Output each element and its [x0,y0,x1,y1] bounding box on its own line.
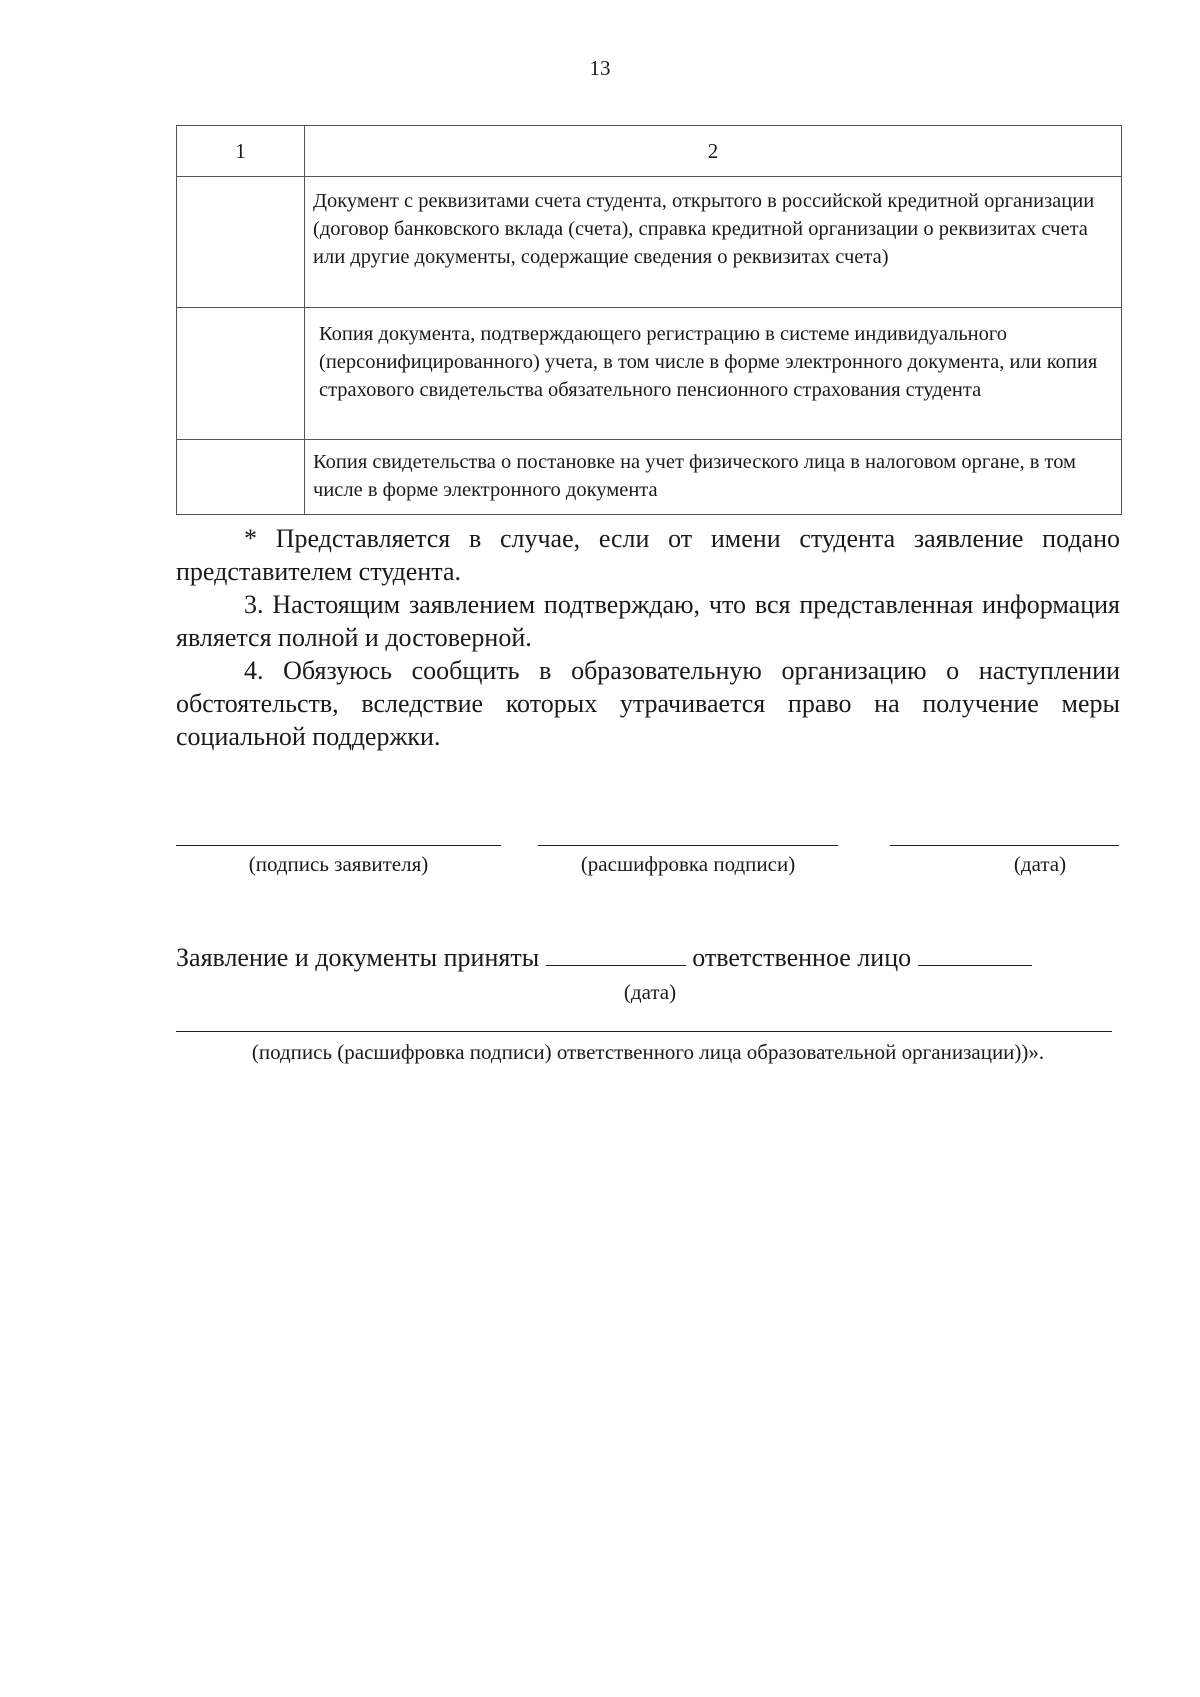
date-label: (дата) [1013,852,1067,876]
document-text: Копия свидетельства о постановке на учет физического лица в налоговом органе, в том числе в форме электронного документа [313,451,1077,501]
document-text: Копия документа, подтверждающего регистрацию в системе индивидуального (персонифицированного) учета, в том числе в форме электронного документа, или копия страхового свидетельства обязательного пенсионного страхования студента [319,323,1098,401]
date-line [890,845,1119,846]
paragraph-3: 3. Настоящим заявлением подтверждаю, что вся представленная информация является полной и достоверной. [176,590,1120,652]
signature-decoding-label: (расшифровка подписи) [580,852,796,876]
table-row [177,440,1122,515]
table-cell-number [177,177,305,308]
responsible-person-blank [918,943,1032,966]
responsible-signature-label: (подпись (расшифровка подписи) ответственного лица образовательной организации))». [251,1040,1045,1064]
table-row [177,177,1122,308]
acceptance-text: Заявление и документы приняты [176,943,540,972]
table-cell-number [177,440,305,515]
responsible-signature-line [176,1031,1112,1032]
acceptance-line [176,943,1032,973]
page-number: 13 [589,56,611,80]
responsible-person-text: ответственное лицо [692,943,912,972]
header-col-2: 2 [305,126,1122,177]
paragraph-4: 4. Обязуюсь сообщить в образовательную организацию о наступлении обстоятельств, вследствие которых утрачивается право на получение меры социальной поддержки. [176,656,1120,751]
table-cell-number [177,308,305,440]
signature-decoding-line [538,845,838,846]
body-paragraphs [176,522,1120,753]
acceptance-date-label: (дата) [623,980,677,1004]
table-header-row [177,126,1122,177]
table-cell-document [305,177,1122,308]
documents-table [176,125,1122,515]
document-text: Документ с реквизитами счета студента, открытого в российской кредитной организации (договор банковского вклада (счета), справка кредитной организации о реквизитах счета или другие документы, содержащие сведения о реквизитах счета) [313,190,1095,268]
applicant-signature-line [176,845,501,846]
note-paragraph: * Представляется в случае, если от имени студента заявление подано представителем студента. [176,524,1120,586]
table-row [177,308,1122,440]
applicant-signature-label: (подпись заявителя) [248,852,429,876]
table-cell-document [305,440,1122,515]
table-cell-document [305,308,1122,440]
header-col-1: 1 [177,126,305,177]
acceptance-date-blank [546,943,686,966]
